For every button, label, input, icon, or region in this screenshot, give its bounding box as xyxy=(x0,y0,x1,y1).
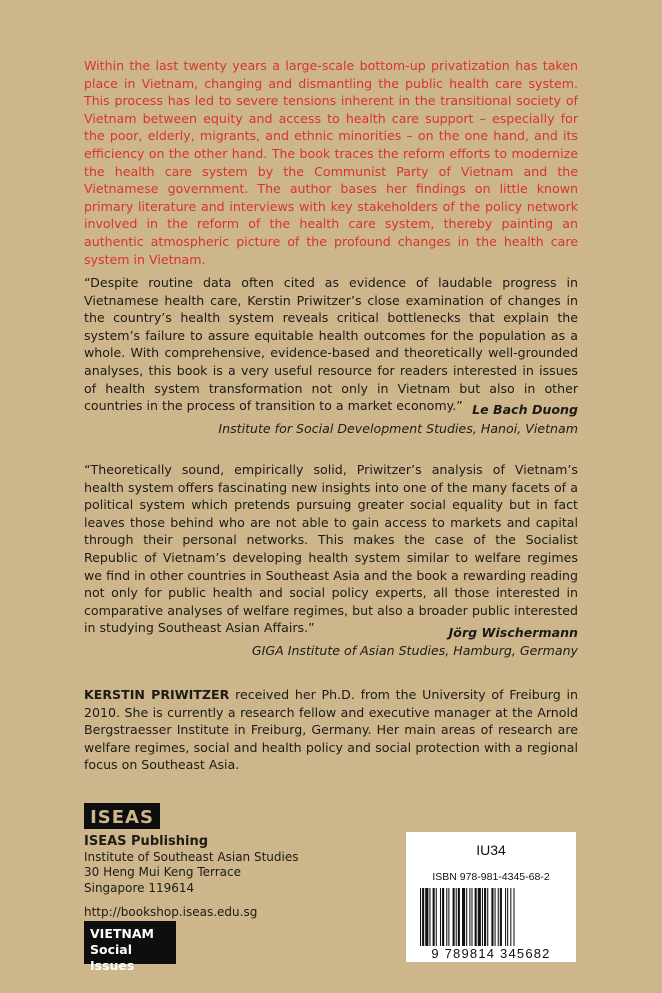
barcode-bar xyxy=(500,888,502,946)
barcode-bar xyxy=(462,888,465,946)
barcode-bar xyxy=(456,888,457,946)
series-subtitle: Social Issues xyxy=(90,942,135,973)
barcode-bar xyxy=(505,888,506,946)
series-badge xyxy=(84,921,176,973)
isbn-text: ISBN 978-981-4345-68-2 xyxy=(432,871,550,883)
barcode-bar xyxy=(436,888,437,946)
publisher-info xyxy=(84,834,299,921)
endorser-name-1: Le Bach Duong xyxy=(472,402,578,417)
barcode-bar xyxy=(466,888,467,946)
barcode-bar xyxy=(478,888,481,946)
barcode-bar xyxy=(491,888,493,946)
barcode-label xyxy=(406,832,576,962)
endorser-institution-2: GIGA Institute of Asian Studies, Hamburg, Germany xyxy=(251,643,578,658)
author-name: KERSTIN PRIWITZER xyxy=(84,687,230,702)
barcode-bar xyxy=(513,888,514,946)
barcode-bar xyxy=(469,888,470,946)
endorser-name-2: Jörg Wischermann xyxy=(448,625,578,640)
barcode-bar xyxy=(425,888,428,946)
product-code: IU34 xyxy=(476,842,506,858)
barcode-bar xyxy=(440,888,441,946)
barcode-bar xyxy=(453,888,455,946)
barcode-digits: 9 789814 345682 xyxy=(431,946,551,961)
publisher-url: http://bookshop.iseas.edu.sg xyxy=(84,905,258,919)
barcode-bar xyxy=(507,888,508,946)
publisher-name: ISEAS Publishing xyxy=(84,834,209,849)
barcode-bar xyxy=(433,888,435,946)
logo-text: ISEAS xyxy=(90,807,154,828)
publisher-address-line: Institute of Southeast Asian Studies xyxy=(84,849,299,864)
publisher-address-line: Singapore 119614 xyxy=(84,880,195,895)
barcode-bar xyxy=(495,888,496,946)
iseas-logo xyxy=(84,803,160,829)
barcode-bar xyxy=(475,888,477,946)
barcode-bar xyxy=(429,888,430,946)
barcode-bar xyxy=(458,888,460,946)
barcode-bar xyxy=(420,888,421,946)
endorsement-quote-1: “Despite routine data often cited as evidence of laudable progress in Vietnamese health care, Kerstin Priwitzer’s close examination of changes in the country’s health system reveals critical bottlenecks that explain the system’s failure to assure equitable health outcomes for the population as a whole. With comprehensive, evidence-based and theoretically well-grounded analyses, this book is a very useful resource for readers interested in issues of health system transformation not only in Vietnam but also in other countries in the process of transition to a market economy.” xyxy=(84,275,578,414)
barcode-bar xyxy=(442,888,444,946)
endorser-institution-1: Institute for Social Development Studies, Hanoi, Vietnam xyxy=(218,421,578,436)
author-bio xyxy=(84,686,578,774)
barcode-bar xyxy=(422,888,424,946)
barcode-bar xyxy=(510,888,511,946)
barcode-bar xyxy=(484,888,486,946)
series-title: VIETNAM xyxy=(90,926,154,941)
barcode-bar xyxy=(446,888,447,946)
barcode-bar xyxy=(471,888,472,946)
endorsement-quote-2: “Theoretically sound, empirically solid, Priwitzer’s analysis of Vietnam’s health system offers fascinating new insights into one of the many facets of a political system which pretends pursuing greater social equality but in fact leaves those behind who are not able to gain access to markets and capital through their personal networks. This makes the case of the Socialist Republic of Vietnam’s developing health system similar to welfare regimes we find in other countries in Southeast Asia and the book a rewarding reading not only for public health and social policy experts, all those interested in comparative analyses of welfare regimes, but also a broader public interested in studying Southeast Asian Affairs.” xyxy=(84,462,578,636)
barcode-bar xyxy=(448,888,449,946)
barcode-bar xyxy=(487,888,488,946)
barcode-bars xyxy=(420,888,562,946)
barcode-bar xyxy=(482,888,483,946)
book-blurb: Within the last twenty years a large-scale bottom-up privatization has taken place in Vietnam, changing and dismantling the public health care system. This process has led to severe tensions inherent in the transitional society of Vietnam between equity and access to health care support – especially for the poor, elderly, migrants, and ethnic minorities – on the one hand, and its efficiency on the other hand. The book traces the reform efforts to modernize the health care system by the Communist Party of Vietnam and the Vietnamese government. The author bases her findings on little known primary literature and interviews with key stakeholders of the policy network involved in the reform of the health care system, thereby painting an authentic atmospheric picture of the profound changes in the health care system in Vietnam. xyxy=(84,58,578,267)
author-bio-text: received her Ph.D. from the University of Freiburg in 2010. She is currently a research fellow and executive manager at the Arnold Bergstraesser Institute in Freiburg, Germany. Her main areas of research are welfare regimes, social and health policy and social protection with a regional focus on Southeast Asia. xyxy=(84,687,578,773)
publisher-address-line: 30 Heng Mui Keng Terrace xyxy=(84,865,241,879)
barcode-bar xyxy=(498,888,499,946)
